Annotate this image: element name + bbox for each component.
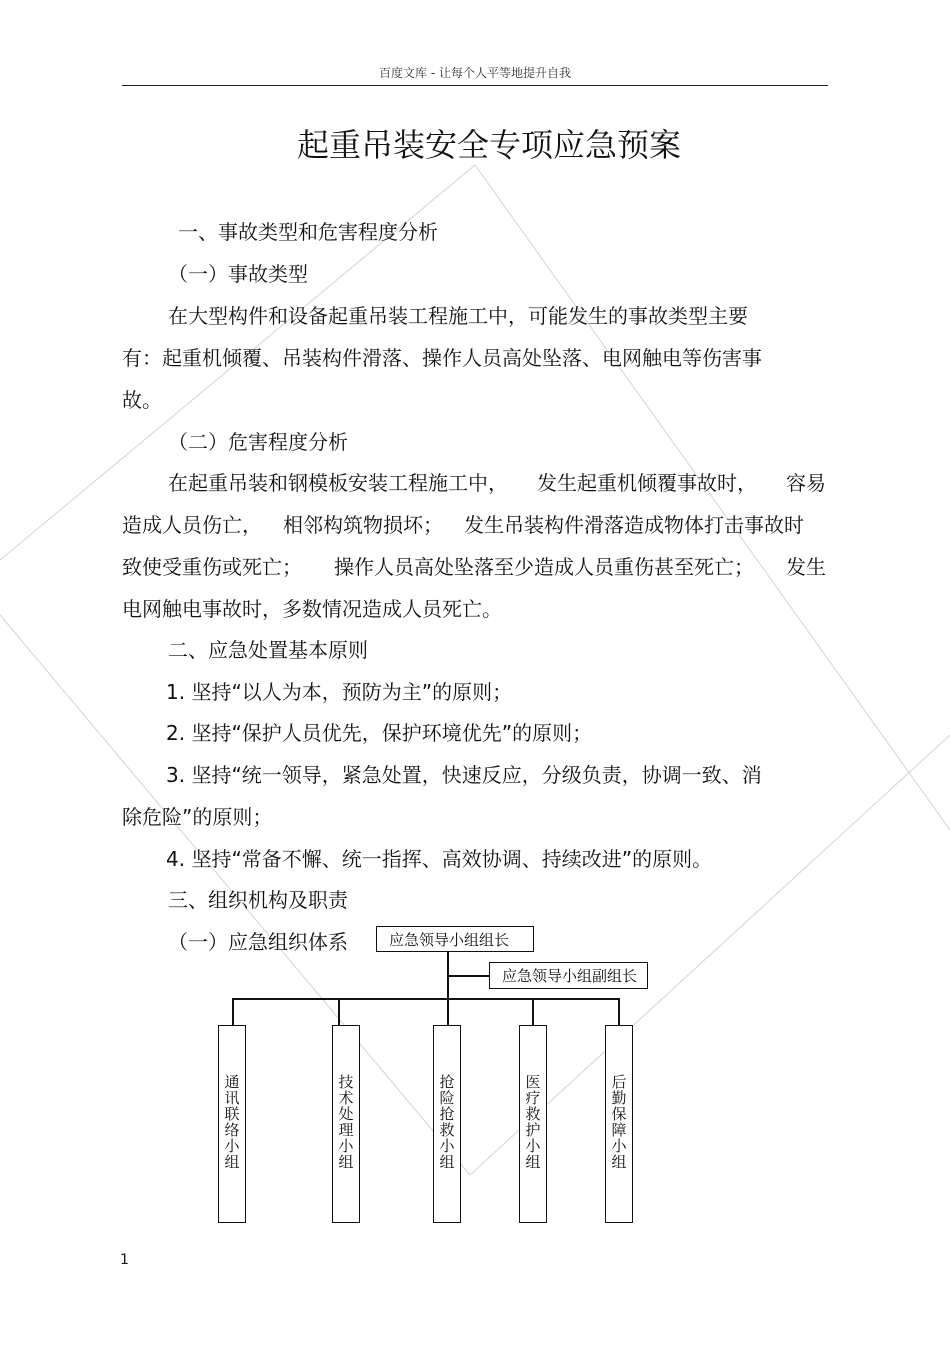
org-group-box xyxy=(605,1025,633,1223)
org-connector xyxy=(618,998,620,1025)
org-group-label: 通讯联络小组 xyxy=(222,1074,241,1170)
org-group-label: 抢险抢救小组 xyxy=(437,1074,456,1170)
paragraph-line: 在大型构件和设备起重吊装工程施工中，可能发生的事故类型主要 xyxy=(168,304,748,328)
text-segment: 操作人员高处坠落至少造成人员重伤甚至死亡； xyxy=(334,555,754,579)
section-heading-1: 一、事故类型和危害程度分析 xyxy=(178,220,438,244)
principle-item: 2. 坚持“保护人员优先，保护环境优先”的原则； xyxy=(166,721,593,745)
paragraph-line xyxy=(122,555,826,579)
paragraph-line: 故。 xyxy=(122,388,162,412)
principle-item-continued: 除危险”的原则； xyxy=(122,805,273,829)
org-deputy-box: 应急领导小组副组长 xyxy=(489,962,648,989)
org-group-box xyxy=(433,1025,461,1223)
paragraph-line xyxy=(122,513,804,537)
subsection-heading-accident-types: （一）事故类型 xyxy=(168,262,308,286)
header-rule xyxy=(122,85,828,86)
org-connector xyxy=(232,998,620,1000)
paragraph-line xyxy=(168,471,826,495)
org-group-box xyxy=(519,1025,547,1223)
org-connector xyxy=(532,998,534,1025)
page-header: 百度文库 - 让每个人平等地提升自我 xyxy=(379,66,571,80)
org-leader-box: 应急领导小组组长 xyxy=(376,926,534,952)
principle-item: 1. 坚持“以人为本，预防为主”的原则； xyxy=(166,680,513,704)
paragraph-line: 有：起重机倾覆、吊装构件滑落、操作人员高处坠落、电网触电等伤害事 xyxy=(122,346,762,370)
org-group-label: 技术处理小组 xyxy=(336,1074,355,1170)
text-segment: 发生吊装构件滑落造成物体打击事故时 xyxy=(464,513,804,537)
text-segment: 发生起重机倾覆事故时， xyxy=(537,471,757,495)
text-segment: 致使受重伤或死亡； xyxy=(122,555,302,579)
section-heading-3: 三、组织机构及职责 xyxy=(168,888,348,912)
text-segment: 在起重吊装和钢模板安装工程施工中， xyxy=(168,471,508,495)
org-group-box xyxy=(218,1025,246,1223)
section-heading-2: 二、应急处置基本原则 xyxy=(168,638,368,662)
document-title: 起重吊装安全专项应急预案 xyxy=(296,126,681,164)
text-segment: 造成人员伤亡， xyxy=(122,513,262,537)
org-connector xyxy=(338,998,340,1025)
subsection-heading-org-system: （一）应急组织体系 xyxy=(168,930,348,954)
org-group-label: 医疗救护小组 xyxy=(523,1074,542,1170)
page-number: 1 xyxy=(120,1252,129,1268)
text-segment: 相邻构筑物损坏； xyxy=(283,513,443,537)
org-group-label: 后勤保障小组 xyxy=(609,1074,628,1170)
principle-item: 3. 坚持“统一领导，紧急处置，快速反应，分级负责，协调一致、消 xyxy=(166,763,762,787)
org-group-box xyxy=(332,1025,360,1223)
paragraph-line: 电网触电事故时，多数情况造成人员死亡。 xyxy=(122,597,502,621)
text-segment: 发生 xyxy=(786,555,826,579)
org-connector xyxy=(447,975,489,977)
org-connector xyxy=(232,998,234,1025)
text-segment: 容易 xyxy=(786,471,826,495)
org-connector xyxy=(447,952,449,1025)
subsection-heading-hazard-analysis: （二）危害程度分析 xyxy=(168,430,348,454)
principle-item: 4. 坚持“常备不懈、统一指挥、高效协调、持续改进”的原则。 xyxy=(166,847,713,871)
